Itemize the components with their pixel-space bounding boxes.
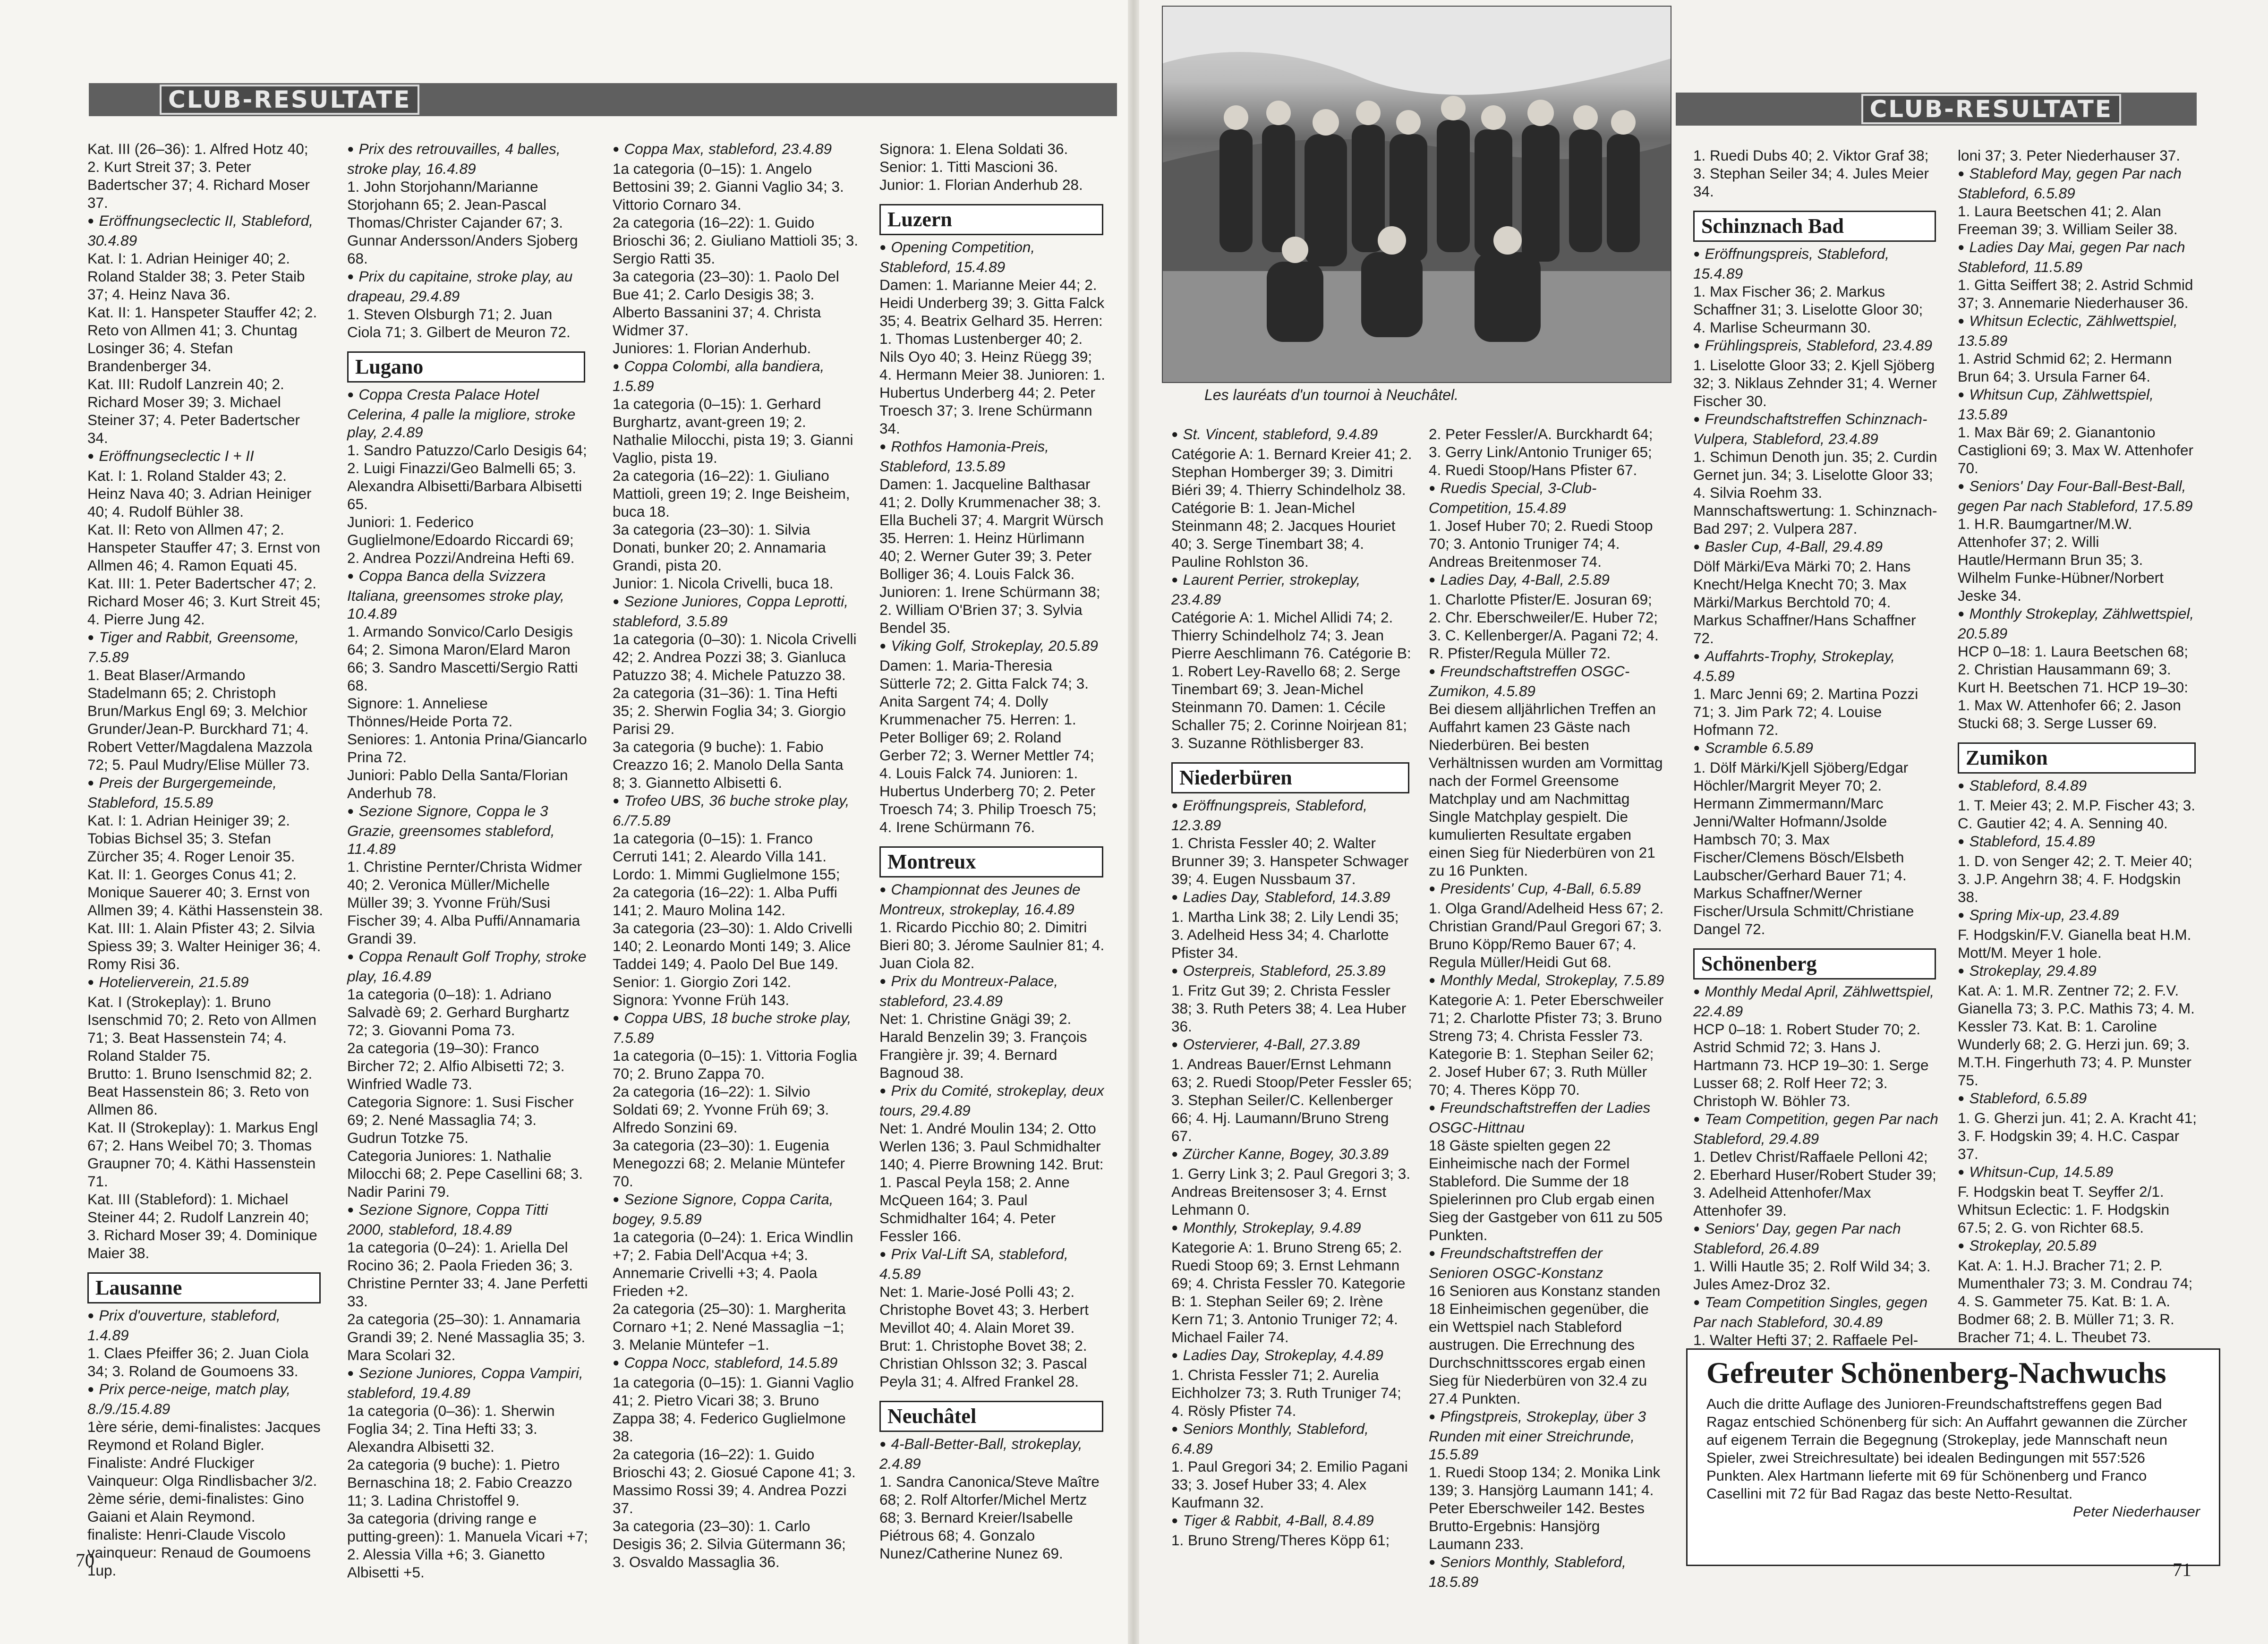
zumikon-entries [1958,776,2199,1346]
column-4-entries [879,140,1106,194]
result-entry: 1. Willi Hautle 35; 2. Rolf Wild 34; 3. Jules Amez-Droz 32. [1693,1258,1931,1293]
result-entry: 1. Sandro Patuzzo/Carlo Desigis 64; 2. Luigi Finazzi/Geo Balmelli 65; 3. Alexandra Albisetti/Barbara Albisetti 65. [347,442,587,512]
result-entry: Junior: 1. Florian Anderhub 28. [879,176,1083,193]
result-entry: ● Prix du capitaine, stroke play, au drapeau, 29.4.89 [347,268,573,305]
result-entry: ● Freundschaftstreffen der Senioren OSGC-Konstanz [1429,1244,1603,1281]
result-entry: ● Ruedis Special, 3-Club-Competition, 15.4.89 [1429,479,1597,516]
result-entry: 1. D. von Senger 42; 2. T. Meier 40; 3. J.P. Angehrn 38; 4. F. Hodgskin 38. [1958,852,2192,905]
result-entry: ● Prix d'ouverture, stableford, 1.4.89 [87,1307,281,1344]
left-column-4 [879,140,1106,1562]
result-entry: ● Team Competition, gegen Par nach Stableford, 29.4.89 [1693,1110,1938,1147]
result-entry: finaliste: Henri-Claude Viscolo [87,1526,286,1543]
right-column-3 [1693,146,1939,1349]
result-entry: 1. Olga Grand/Adelheid Hess 67; 2. Christian Grand/Paul Gregori 67; 3. Bruno Köpp/Remo Bauer 67; 4. Regula Müller/Heidi Gut 68. [1429,900,1664,971]
result-entry: ● Strokeplay, 20.5.89 [1958,1237,2097,1254]
left-column-2 [347,140,588,1581]
result-entry: 1. Fritz Gut 39; 2. Christa Fessler 38; 3. Ruth Peters 38; 4. Lea Huber 36. [1171,982,1407,1035]
result-entry: 1a categoria (0–36): 1. Sherwin Foglia 34; 2. Tina Hefti 33; 3. Alexandra Albisetti 32. [347,1402,555,1455]
result-entry: 1. Laura Beetschen 41; 2. Alan Freeman 39; 3. William Seiler 38. [1958,203,2178,238]
result-entry: ● Prix Val-Lift SA, stableford, 4.5.89 [879,1245,1068,1282]
club-header-zumikon: Zumikon [1958,742,2196,774]
right-column-4-entries [1958,146,2199,732]
schinznach-entries [1693,245,1939,938]
result-entry: Brutto: 1. Bruno Isenschmid 82; 2. Beat Hassenstein 86; 3. Reto von Allmen 86. [87,1065,313,1118]
result-entry: ● Whitsun Eclectic, Zählwettspiel, 13.5.89 [1958,312,2178,349]
left-column-1 [87,140,324,1579]
result-entry: 3a categoria (driving range e putting-green): 1. Manuela Vicari +7; 2. Alessia Villa +6; 3. Gianetto Albisetti +5. [347,1510,588,1581]
result-entry: 1a categoria (0–18): 1. Adriano Salvadè 69; 2. Gerhard Burghartz 72; 3. Giovanni Poma 73. [347,986,570,1039]
result-entry: 1. Martha Link 38; 2. Lily Lendi 35; 3. Adelheid Hess 34; 4. Charlotte Pfister 34. [1171,908,1399,961]
result-entry: 18 Gäste spielten gegen 22 Einheimische nach der Formel Stableford. Die Summe der 18 Spielerinnen pro Club ergab einen Sieg der Gastgeber von 611 zu 505 Punkten. [1429,1137,1663,1244]
result-entry: 1. T. Meier 43; 2. M.P. Fischer 43; 3. C. Gautier 42; 4. A. Senning 40. [1958,797,2196,832]
result-entry: 1a categoria (0–15): 1. Gerhard Burghartz, avant-green 19; 2. Nathalie Milocchi, pista 19; 3. Gianni Vaglio, pista 19. [613,395,853,466]
right-column-3-entries [1693,146,1939,200]
result-entry: 1. Gitta Seiffert 38; 2. Astrid Schmid 37; 3. Annemarie Niederhauser 36. [1958,276,2193,311]
result-entry: 1. Armando Sonvico/Carlo Desigis 64; 2. Simona Maron/Elard Maron 66; 3. Sandro Mascetti/Sergio Ratti 68. [347,623,578,694]
result-entry: Kat. III: 1. Peter Badertscher 47; 2. Richard Moser 46; 3. Kurt Streit 45; 4. Pierre Jung 42. [87,575,321,628]
book-gutter [1128,0,1139,1644]
result-entry: ● Frühlingspreis, Stableford, 23.4.89 [1693,337,1933,354]
result-entry: Catégorie B: 1. Jean-Michel Steinmann 48; 2. Jacques Houriet 40; 3. Serge Tinembart 38; 4. Pauline Rohlston 36. [1171,499,1396,570]
result-entry: Categoria Juniores: 1. Nathalie Milocchi 68; 2. Pepe Casellini 68; 3. Nadir Parini 79. [347,1147,583,1200]
result-entry: F. Hodgskin/F.V. Gianella beat H.M. Mott/M. Meyer 1 hole. [1958,926,2191,961]
result-entry: ● Trofeo UBS, 36 buche stroke play, 6./7.5.89 [613,792,850,829]
result-entry: ● Ostervierer, 4-Ball, 27.3.89 [1171,1036,1360,1053]
result-entry: ● Hotelierverein, 21.5.89 [87,973,249,990]
result-entry: ● Stableford, 8.4.89 [1958,777,2087,794]
club-header-lausanne: Lausanne [87,1272,321,1303]
result-entry: ● Scramble 6.5.89 [1693,739,1813,756]
result-entry: 2a categoria (16–22): 1. Guido Brioschi 43; 2. Giosué Capone 41; 3. Massimo Rossi 39; 4. Andrea Pozzi 37. [613,1446,856,1516]
result-entry: Juniori: 1. Federico Guglielmone/Edoardo Riccardi 69; 2. Andrea Pozzi/Andreina Hefti 69. [347,513,575,566]
result-entry: 1. Detlev Christ/Raffaele Pelloni 42; 2. Eberhard Huser/Robert Studer 39; 3. Adelheid Attenhofer/Max Attenhofer 39. [1693,1148,1936,1219]
result-entry: 2a categoria (16–22): 1. Alba Puffi 141; 2. Mauro Molina 142. [613,884,837,919]
result-entry: Catégorie A: 1. Michel Allidi 74; 2. Thierry Schindelholz 74; 3. Jean Pierre Aeschlimann 76. Catégorie B: 1. Robert Ley-Ravello 68; 2. Serge Tinembart 69; 3. Jean-Michel Steinmann 70. Damen: 1. Cécile Schaller 75; 2. Corinne Noirjean 81; 3. Suzanne Röthlisberger 83. [1171,609,1411,751]
result-entry: ● Sezione Signore, Coppa Carita, bogey, 9.5.89 [613,1191,834,1227]
result-entry: 3a categoria (23–30): 1. Silvia Donati, bunker 20; 2. Annamaria Grandi, pista 20. [613,521,826,574]
result-entry: Juniori: Pablo Della Santa/Florian Anderhub 78. [347,767,568,801]
result-entry: 1. Marc Jenni 69; 2. Martina Pozzi 71; 3. Jim Park 72; 4. Louise Hofmann 72. [1693,685,1918,738]
club-header-schonenberg: Schönenberg [1693,948,1936,980]
result-entry: ● Ladies Day, 4-Ball, 2.5.89 [1429,571,1610,588]
result-entry: ● Tiger & Rabbit, 4-Ball, 8.4.89 [1171,1512,1374,1529]
result-entry: F. Hodgskin beat T. Seyffer 2/1. Whitsun Eclectic: 1. F. Hodgskin 67.5; 2. G. von Richter 68.5. [1958,1183,2170,1236]
result-entry: Senior: 1. Titti Mascioni 36. [879,158,1058,175]
result-entry: ● Seniors' Day, gegen Par nach Stableford, 26.4.89 [1693,1220,1901,1257]
result-entry: 2a categoria (19–30): Franco Bircher 72; 2. Alfio Albisetti 72; 3. Winfried Wadle 73. [347,1039,565,1092]
result-entry: ● Whitsun-Cup, 14.5.89 [1958,1163,2114,1180]
result-entry: ● Viking Golf, Strokeplay, 20.5.89 [879,637,1098,654]
result-entry: ● 4-Ball-Better-Ball, strokeplay, 2.4.89 [879,1435,1083,1472]
result-entry: ● Coppa UBS, 18 buche stroke play, 7.5.89 [613,1009,852,1046]
result-entry: Kat. I: 1. Adrian Heiniger 40; 2. Roland Stalder 38; 3. Peter Staib 37; 4. Heinz Nava 36. [87,250,305,303]
result-entry: 3a categoria (23–30): 1. Carlo Desigis 36; 2. Silvia Gütermann 36; 3. Osvaldo Massaglia 36. [613,1517,846,1570]
result-entry: Kategorie A: 1. Peter Eberschweiler 71; 2. Charlotte Pfister 73; 3. Bruno Streng 73; 4. Christa Fessler 73. Kategorie B: 1. Stephan Seiler 62; 2. Josef Huber 67; 3. Ruth Müller 70; 4. Theres Köpp 70. [1429,991,1664,1098]
feature-box [1686,1348,2220,1566]
right-banner [1676,93,2197,126]
result-entry: ● Freundschaftstreffen OSGC-Zumikon, 4.5.89 [1429,663,1630,699]
result-entry: ● Coppa Banca della Svizzera Italiana, greensomes stroke play, 10.4.89 [347,567,564,622]
result-entry: ● Prix perce-neige, match play, 8./9./15.4.89 [87,1380,291,1417]
result-entry: ● Coppa Nocc, stableford, 14.5.89 [613,1354,838,1371]
result-entry: Bei diesem alljährlichen Treffen an Auffahrt kamen 23 Gäste nach Niederbüren. Bei besten Verhältnissen wurden am Vormittag nach der Formel Greensome Matchplay und am Nachmittag Single Matchplay gespielt. Die kumulierten Resultate ergaben einen Sieg für Niederbüren von 21 zu 16 Punkten. [1429,700,1663,879]
result-entry: Finaliste: André Fluckiger [87,1454,255,1471]
result-entry: 1. Andreas Bauer/Ernst Lehmann 63; 2. Ruedi Stoop/Peter Fessler 65; 3. Stephan Seiler/C. Kellenberger 66; 4. Hj. Laumann/Bruno Streng 67. [1171,1056,1412,1144]
result-entry: ● Stableford, 15.4.89 [1958,833,2095,850]
left-banner [89,83,1117,116]
result-entry: Kat. II: 1. Georges Conus 41; 2. Monique Sauerer 40; 3. Ernst von Allmen 39; 4. Käthi Hassenstein 38. [87,866,324,919]
result-entry: Net: 1. Christine Gnägi 39; 2. Harald Benzelin 39; 3. François Frangière jr. 39; 4. Bernard Bagnoud 38. [879,1010,1087,1081]
result-entry: Kat. A: 1. H.J. Bracher 71; 2. P. Mumenthaler 73; 3. M. Condrau 74; 4. S. Gammeter 75. Kat. B: 1. A. Bodmer 68; 2. B. Müller 71; 3. R. Bracher 71; 4. L. Theubet 73. [1958,1257,2193,1346]
result-entry: ● Pfingstpreis, Strokeplay, über 3 Runden mit einer Streichrunde, 15.5.89 [1429,1408,1646,1463]
result-entry: Kat. I: 1. Roland Stalder 43; 2. Heinz Nava 40; 3. Adrian Heiniger 40; 4. Rudolf Bühler 38. [87,467,312,520]
result-entry: 3a categoria (23–30): 1. Eugenia Menegozzi 68; 2. Melanie Müntefer 70. [613,1137,845,1190]
result-entry: ● Coppa Max, stableford, 23.4.89 [613,140,832,157]
result-entry: ● Eröffnungseclectic I + II [87,447,254,464]
result-entry: Senior: 1. Giorgio Zori 142. [613,973,792,990]
result-entry: ● St. Vincent, stableford, 9.4.89 [1171,426,1378,443]
result-entry: 1. Christa Fessler 40; 2. Walter Brunner 39; 3. Hanspeter Schwager 39; 4. Eugen Nussbaum 37. [1171,835,1409,887]
result-entry: Categoria Signore: 1. Susi Fischer 69; 2. Nené Massaglia 74; 3. Gudrun Totzke 75. [347,1093,574,1146]
result-entry: 1. Claes Pfeiffer 36; 2. Juan Ciola 34; 3. Roland de Goumoens 33. [87,1345,309,1380]
result-entry: Damen: 1. Maria-Theresia Sütterle 72; 2. Gitta Falck 74; 3. Anita Sargent 74; 4. Dolly Krummenacher 75. Herren: 1. Peter Bolliger 69; 2. Roland Gerber 72; 3. Werner Mettler 74; 4. Louis Falck 74. Junioren: 1. Hubertus Underberg 70; 2. Peter Troesch 74; 3. Philip Troesch 75; 4. Irene Schürmann 76. [879,657,1097,835]
result-entry: 1. Ruedi Stoop 134; 2. Monika Link 139; 3. Hansjörg Laumann 141; 4. Peter Eberschweiler 142. Bestes Brutto-Ergebnis: Hansjörg Laumann 233. [1429,1464,1661,1552]
right-column-1 [1171,425,1412,1549]
result-entry: ● Coppa Renault Golf Trophy, stroke play, 16.4.89 [347,948,587,985]
club-header-lugano: Lugano [347,351,585,383]
result-entry: Signore: 1. Anneliese Thönnes/Heide Porta 72. [347,695,513,730]
photo-illustration [1163,7,1671,382]
lausanne-entries [87,1306,324,1579]
column-3-entries [613,140,858,1571]
column-1-entries [87,140,324,1262]
result-entry: 1. Dölf Märki/Kjell Sjöberg/Edgar Höchler/Margrit Meyer 70; 2. Hermann Zimmermann/Marc Jenni/Walter Hofmann/Jsolde Hambsch 70; 3. Max Fischer/Clemens Bösch/Elsbeth Laubscher/Gerhard Bauer 71; 4. Markus Schaffner/Werner Fischer/Ursula Schmitt/Christiane Dangel 72. [1693,759,1914,937]
left-banner-title: CLUB-RESULTATE [160,85,419,115]
montreux-entries [879,880,1106,1390]
result-entry: Vainqueur: Olga Rindlisbacher 3/2. [87,1472,317,1489]
club-header-schinznach: Schinznach Bad [1693,211,1936,242]
result-entry: ● Monthly Medal April, Zählwettspiel, 22.4.89 [1693,983,1935,1020]
right-column-4 [1958,146,2199,1346]
neuchatel-entries [879,1435,1106,1562]
result-entry: Damen: 1. Jacqueline Balthasar 41; 2. Dolly Krummenacher 38; 3. Ella Bucheli 37; 4. Margrit Würsch 35. Herren: 1. Heinz Hürlimann 40; 2. Werner Guter 39; 3. Peter Bolliger 36; 4. Louis Falck 36. Junioren: 1. Irene Schürmann 38; 2. William O'Brien 37; 3. Sylvia Bendel 35. [879,476,1104,636]
result-entry: ● Presidents' Cup, 4-Ball, 6.5.89 [1429,880,1641,897]
result-entry: Junior: 1. Nicola Crivelli, buca 18. [613,575,834,592]
result-entry: Net: 1. André Moulin 134; 2. Otto Werlen 136; 3. Paul Schmidhalter 140; 4. Pierre Browning 142. Brut: 1. Pascal Peyla 158; 2. Anne McQueen 164; 3. Paul Schmidhalter 164; 4. Peter Fessler 166. [879,1120,1104,1244]
result-entry: ● Eröffnungspreis, Stableford, 15.4.89 [1693,245,1889,282]
result-entry: Kat. II: Reto von Allmen 47; 2. Hanspeter Stauffer 47; 3. Ernst von Allmen 46; 4. Ramon Equati 45. [87,521,321,574]
right-column-1-entries [1171,425,1412,752]
result-entry: 2a categoria (16–22): 1. Silvio Soldati 69; 2. Yvonne Früh 69; 3. Alfredo Sonzini 69. [613,1083,829,1136]
result-entry: Kat. III (Stableford): 1. Michael Steiner 44; 2. Rudolf Lanzrein 40; 3. Richard Moser 39; 4. Dominique Maier 38. [87,1191,317,1261]
column-2-entries [347,140,588,341]
result-entry: Kategorie A: 1. Bruno Streng 65; 2. Ruedi Stoop 69; 3. Ernst Lehmann 69; 4. Christa Fessler 70. Kategorie B: 1. Stephan Seiler 69; 2. Irène Kern 71; 3. Antonio Truniger 72; 4. Michael Failer 74. [1171,1239,1406,1346]
result-entry: 2a categoria (25–30): 1. Margherita Cornaro +1; 2. Nené Massaglia −1; 3. Melanie Müntefer −1. [613,1300,846,1353]
result-entry: 1a categoria (0–15): 1. Gianni Vaglio 41; 2. Pietro Vicari 38; 3. Bruno Zappa 38; 4. Federico Guglielmone 38. [613,1374,854,1445]
page-number-right: 71 [2173,1559,2191,1580]
result-entry: 3a categoria (23–30): 1. Aldo Crivelli 140; 2. Leonardo Monti 149; 3. Alice Taddei 149; 4. Paolo Del Bue 149. [613,920,853,972]
result-entry: 1. Paul Gregori 34; 2. Emilio Pagani 33; 3. Josef Huber 33; 4. Alex Kaufmann 32. [1171,1458,1408,1511]
result-entry: ● Prix du Comité, strokeplay, deux tours, 29.4.89 [879,1082,1104,1119]
result-entry: ● Eröffnungseclectic II, Stableford, 30.4.89 [87,212,313,249]
result-entry: 2a categoria (9 buche): 1. Pietro Bernaschina 18; 2. Fabio Creazzo 11; 3. Ladina Christoffel 9. [347,1456,572,1509]
result-entry: 1a categoria (0–15): 1. Angelo Bettosini 39; 2. Gianni Vaglio 34; 3. Vittorio Cornaro 34. [613,160,844,213]
result-entry: 1. Walter Hefti 37; 2. Raffaele Pel- [1693,1331,1918,1348]
result-entry: ● Stableford, 6.5.89 [1958,1090,2087,1107]
result-entry: ● Monthly, Strokeplay, 9.4.89 [1171,1219,1361,1236]
result-entry: 2a categoria (16–22): 1. Giuliano Mattioli, green 19; 2. Inge Beisheim, buca 18. [613,467,850,520]
right-column-2-entries [1429,425,1665,1591]
result-entry: Damen: 1. Marianne Meier 44; 2. Heidi Underberg 39; 3. Gitta Falck 35; 4. Beatrix Gelhard 35. Herren: 1. Thomas Lustenberger 40; 2. Nils Oyo 40; 3. Heinz Rüegg 39; 4. Hermann Meier 38. Junioren: 1. Hubertus Underberg 44; 2. Peter Troesch 37; 3. Irene Schürmann 34. [879,276,1105,437]
result-entry: 2a categoria (25–30): 1. Annamaria Grandi 39; 2. Nené Massaglia 35; 3. Mara Scolari 32. [347,1311,586,1363]
result-entry: ● Monthly Strokeplay, Zählwettspiel, 20.5.89 [1958,605,2194,642]
result-entry: ● Coppa Cresta Palace Hotel Celerina, 4 palle la migliore, stroke play, 2.4.89 [347,386,576,441]
result-entry: ● Sezione Signore, Coppa Titti 2000, stableford, 18.4.89 [347,1201,548,1238]
result-entry: 16 Senioren aus Konstanz standen 18 Einheimischen gegenüber, die ein Wettspiel nach Stableford austrugen. Die Errechnung des Durchschnittsscores ergab einen Sieg für Niederbüren von 32.4 zu 27.4 Punkten. [1429,1282,1661,1407]
result-entry: 1. Max Bär 69; 2. Gianantonio Castiglioni 69; 3. Max W. Attenhofer 70. [1958,424,2194,477]
result-entry: 1ère série, demi-finalistes: Jacques Reymond et Roland Bigler. [87,1418,321,1453]
result-entry: ● Seniors' Day Four-Ball-Best-Ball, gegen Par nach Stableford, 17.5.89 [1958,477,2193,514]
result-entry: 1. Bruno Streng/Theres Köpp 61; [1171,1532,1390,1549]
result-entry: 1. Gerry Link 3; 2. Paul Gregori 3; 3. Andreas Breitensoser 3; 4. Ernst Lehmann 0. [1171,1165,1410,1218]
result-entry: ● Opening Competition, Stableford, 15.4.89 [879,239,1035,275]
result-entry: ● Freundschaftstreffen der Ladies OSGC-Hittnau [1429,1099,1651,1136]
result-entry: Kat. I (Strokeplay): 1. Bruno Isenschmid 70; 2. Reto von Allmen 71; 3. Beat Hassenstein 74; 4. Roland Stalder 75. [87,993,317,1064]
result-entry: 1. Christa Fessler 71; 2. Aurelia Eichholzer 73; 3. Ruth Truniger 74; 4. Rösly Pfister 74. [1171,1366,1401,1419]
result-entry: Kat. A: 1. M.R. Zentner 72; 2. F.V. Gianella 73; 3. P.C. Mathis 73; 4. M. Kessler 73. Kat. B: 1. Caroline Wunderly 68; 2. G. Herzi jun. 69; 3. M.T.H. Fingerhuth 73; 4. P. Munster 75. [1958,982,2195,1089]
right-banner-title: CLUB-RESULTATE [1861,94,2121,124]
result-entry: HCP 0–18: 1. Laura Beetschen 68; 2. Christian Hausammann 69; 3. Kurt H. Beetschen 71. HCP 19–30: 1. Max W. Attenhofer 66; 2. Jason Stucki 68; 3. Serge Lusser 69. [1958,643,2189,732]
result-entry: ● Ladies Day, Stableford, 14.3.89 [1171,888,1390,905]
result-entry: Signora: 1. Elena Soldati 36. [879,140,1068,157]
result-entry: 1. Christine Pernter/Christa Widmer 40; 2. Veronica Müller/Michelle Müller 39; 3. Yvonne Früh/Susi Fischer 39; 4. Alba Puffi/Annamaria Grandi 39. [347,858,582,947]
lugano-entries [347,385,588,1581]
niederburen-entries [1171,796,1412,1549]
result-entry: 3a categoria (9 buche): 1. Fabio Creazzo 16; 2. Manolo Della Santa 8; 3. Giannetto Albisetti 6. [613,738,844,791]
result-entry: Kat. I: 1. Adrian Heiniger 39; 2. Tobias Bichsel 35; 3. Stefan Zürcher 35; 4. Roger Lenoir 35. [87,812,295,865]
result-entry: Catégorie A: 1. Bernard Kreier 41; 2. Stephan Homberger 39; 3. Dimitri Biéri 39; 4. Thierry Schindelholz 38. [1171,445,1412,498]
club-header-niederburen: Niederbüren [1171,762,1409,793]
result-entry: ● Whitsun Cup, Zählwettspiel, 13.5.89 [1958,386,2154,423]
photo-caption: Les lauréats d'un tournoi à Neuchâtel. [1204,386,1459,403]
right-column-2 [1429,425,1665,1591]
result-entry: Juniores: 1. Florian Anderhub. [613,340,811,357]
result-entry: ● Eröffnungspreis, Stableford, 12.3.89 [1171,797,1367,834]
result-entry: ● Prix du Montreux-Palace, stableford, 23.4.89 [879,972,1058,1009]
result-entry: Kat. III: Rudolf Lanzrein 40; 2. Richard Moser 39; 3. Michael Steiner 37; 4. Peter Badertscher 34. [87,375,300,446]
result-entry: 1a categoria (0–30): 1. Nicola Crivelli 42; 2. Andrea Pozzi 38; 3. Gianluca Patuzzo 38; 4. Michele Patuzzo 38. [613,630,857,683]
result-entry: Seniores: 1. Antonia Prina/Giancarlo Prina 72. [347,731,587,766]
result-entry: 1a categoria (0–15): 1. Franco Cerruti 141; 2. Aleardo Villa 141. [613,830,827,865]
result-entry: 1a categoria (0–24): 1. Ariella Del Rocino 36; 2. Paola Frieden 36; 3. Christine Pernter 33; 4. Jane Perfetti 33. [347,1239,588,1310]
result-entry: ● Prix des retrouvailles, 4 balles, stroke play, 16.4.89 [347,140,561,177]
feature-box-title: Gefreuter Schönenberg-Nachwuchs [1706,1356,2166,1389]
result-entry: HCP 0–18: 1. Robert Studer 70; 2. Astrid Schmid 72; 3. Hans J. Hartmann 73. HCP 19–30: 1. Serge Lusser 68; 2. Rolf Heer 72; 3. Christoph W. Böhler 73. [1693,1021,1929,1109]
result-entry: ● Laurent Perrier, strokeplay, 23.4.89 [1171,571,1361,608]
feature-box-author: Peter Niederhauser [2073,1503,2200,1520]
result-entry: ● Basler Cup, 4-Ball, 29.4.89 [1693,538,1883,555]
result-entry: 1. Ricardo Picchio 80; 2. Dimitri Bieri 80; 3. Jérome Saulnier 81; 4. Juan Ciola 82. [879,919,1105,971]
result-entry: Kat. III: 1. Alain Pfister 43; 2. Silvia Spiess 39; 3. Walter Heiniger 36; 4. Romy Risi 36. [87,920,321,972]
result-entry: ● Coppa Colombi, alla bandiera, 1.5.89 [613,358,825,394]
result-entry: ● Seniors Monthly, Stableford, 18.5.89 [1429,1553,1626,1590]
result-entry: 1. Liselotte Gloor 33; 2. Kjell Sjöberg 32; 3. Niklaus Zehnder 31; 4. Werner Fischer 30. [1693,357,1937,409]
result-entry: 1. Max Fischer 36; 2. Markus Schaffner 31; 3. Liselotte Gloor 30; 4. Marlise Scheurmann 30. [1693,283,1923,336]
result-entry: Dölf Märki/Eva Märki 70; 2. Hans Knecht/Helga Knecht 70; 3. Max Märki/Markus Berchtold 70; 4. Markus Schaffner/Hans Schaffner 72. [1693,558,1916,647]
result-entry: ● Sezione Signore, Coppa le 3 Grazie, greensomes stableford, 11.4.89 [347,802,555,857]
result-entry: 1a categoria (0–15): 1. Vittoria Foglia 70; 2. Bruno Zappa 70. [613,1047,857,1082]
result-entry: ● Team Competition Singles, gegen Par nach Stableford, 30.4.89 [1693,1294,1928,1330]
result-entry: ● Auffahrts-Trophy, Strokeplay, 4.5.89 [1693,647,1895,684]
result-entry: 3a categoria (23–30): 1. Paolo Del Bue 41; 2. Carlo Desigis 38; 3. Alberto Bassanini 37; 4. Christa Widmer 37. [613,268,839,339]
result-entry: ● Preis der Burgergemeinde, Stableford, 15.5.89 [87,774,277,811]
result-entry: ● Zürcher Kanne, Bogey, 30.3.89 [1171,1145,1389,1162]
schonenberg-entries [1693,982,1939,1349]
club-header-neuchatel: Neuchâtel [879,1401,1103,1432]
result-entry: Signora: Yvonne Früh 143. [613,991,790,1008]
result-entry: 2. Peter Fessler/A. Burckhardt 64; 3. Gerry Link/Antonio Truniger 65; 4. Ruedi Stoop/Hans Pfister 67. [1429,426,1653,478]
result-entry: 1. Josef Huber 70; 2. Ruedi Stoop 70; 3. Antonio Truniger 74; 4. Andreas Breitenmoser 74. [1429,517,1653,570]
group-photo [1162,6,1671,383]
club-header-montreux: Montreux [879,846,1103,877]
result-entry: Kat. II: 1. Hanspeter Stauffer 42; 2. Reto von Allmen 41; 3. Chuntag Losinger 36; 4. Stefan Brandenberger 34. [87,304,317,375]
result-entry: 1. Ruedi Dubs 40; 2. Viktor Graf 38; 3. Stephan Seiler 34; 4. Jules Meier 34. [1693,147,1929,200]
feature-box-body: Auch die dritte Auflage des Junioren-Freundschaftstreffens gegen Bad Ragaz entschied Schönenberg für sich: An Auffahrt gewannen die Zürcher auf eigenem Terrain die Begegnung (Strokeplay, jede Mannschaft neun Spieler, zwei Streichresultate) bei idealen Bedingungen mit 557:526 Punkten. Alex Hartmann lieferte mit 69 für Schönenberg und Franco Casellini mit 72 für Bad Ragaz das beste Netto-Resultat. [1706,1396,2187,1502]
result-entry: 2a categoria (31–36): 1. Tina Hefti 35; 2. Sherwin Foglia 34; 3. Giorgio Parisi 29. [613,684,846,737]
result-entry: 1a categoria (0–24): 1. Erica Windlin +7; 2. Fabia Dell'Acqua +4; 3. Annemarie Crivelli +3; 4. Paola Frieden +2. [613,1228,853,1299]
result-entry: ● Sezione Juniores, Coppa Vampiri, stableford, 19.4.89 [347,1364,583,1401]
luzern-entries [879,238,1106,836]
result-entry: ● Monthly Medal, Strokeplay, 7.5.89 [1429,971,1664,988]
left-column-3 [613,140,858,1571]
result-entry: vainqueur: Renaud de Goumoens 1up. [87,1544,311,1579]
result-entry: loni 37; 3. Peter Niederhauser 37. [1958,147,2181,164]
result-entry: 1. G. Gherzi jun. 41; 2. A. Kracht 41; 3. F. Hodgskin 39; 4. H.C. Caspar 37. [1958,1109,2197,1162]
result-entry: 1. Beat Blaser/Armando Stadelmann 65; 2. Christoph Brun/Markus Engl 69; 3. Melchior Grunder/Jean-P. Burckhard 71; 4. Robert Vetter/Magdalena Mazzola 72; 5. Paul Mudry/Elise Müller 73. [87,666,313,773]
result-entry: Kat. III (26–36): 1. Alfred Hotz 40; 2. Kurt Streit 37; 3. Peter Badertscher 37; 4. Richard Moser 37. [87,140,310,211]
result-entry: 1. Charlotte Pfister/E. Josuran 69; 2. Chr. Eberschweiler/E. Huber 72; 3. C. Kellenberger/A. Pagani 72; 4. R. Pfister/Regula Müller 72. [1429,591,1659,662]
result-entry: ● Ladies Day, Strokeplay, 4.4.89 [1171,1346,1383,1363]
result-entry: 1. H.R. Baumgartner/M.W. Attenhofer 37; 2. Willi Hautle/Hermann Brun 35; 3. Wilhelm Funke-Hübner/Norbert Jeske 34. [1958,515,2164,604]
result-entry: 1. Steven Olsburgh 71; 2. Juan Ciola 71; 3. Gilbert de Meuron 72. [347,306,571,341]
result-entry: ● Championnat des Jeunes de Montreux, strokeplay, 16.4.89 [879,881,1081,918]
result-entry: ● Ladies Day Mai, gegen Par nach Stableford, 11.5.89 [1958,239,2185,275]
result-entry: 2a categoria (16–22): 1. Guido Brioschi 36; 2. Giuliano Mattioli 35; 3. Sergio Ratti 35. [613,214,859,267]
result-entry: ● Osterpreis, Stableford, 25.3.89 [1171,962,1386,979]
result-entry: Net: 1. Marie-José Polli 43; 2. Christophe Bovet 43; 3. Herbert Mevillot 40; 4. Alain Moret 39. Brut: 1. Christophe Bovet 38; 2. Christian Ohlsson 32; 3. Pascal Peyla 31; 4. Alfred Frankel 28. [879,1283,1089,1390]
result-entry: ● Stableford May, gegen Par nach Stableford, 6.5.89 [1958,165,2182,202]
result-entry: ● Spring Mix-up, 23.4.89 [1958,906,2119,923]
result-entry: 1. Schimun Denoth jun. 35; 2. Curdin Gernet jun. 34; 3. Liselotte Gloor 33; 4. Silvia Roehm 33. Mannschaftswertung: 1. Schinznach-Bad 297; 2. Vulpera 287. [1693,448,1937,537]
result-entry: 1. Astrid Schmid 62; 2. Hermann Brun 64; 3. Ursula Farner 64. [1958,350,2172,385]
result-entry: Kat. II (Strokeplay): 1. Markus Engl 67; 2. Hans Weibel 70; 3. Thomas Graupner 70; 4. Käthi Hassenstein 71. [87,1119,318,1190]
club-header-luzern: Luzern [879,204,1103,235]
result-entry: ● Seniors Monthly, Stableford, 6.4.89 [1171,1420,1369,1457]
result-entry: 1. Sandra Canonica/Steve Maître 68; 2. Rolf Altorfer/Michel Mertz 68; 3. Bernard Kreier/Isabelle Piétrous 68; 4. Gonzalo Nunez/Catherine Nunez 69. [879,1473,1100,1562]
result-entry: ● Rothfos Hamonia-Preis, Stableford, 13.5.89 [879,438,1049,475]
result-entry: ● Strokeplay, 29.4.89 [1958,962,2097,979]
result-entry: 2ème série, demi-finalistes: Gino Gaiani et Alain Reymond. [87,1490,304,1525]
result-entry: ● Tiger and Rabbit, Greensome, 7.5.89 [87,629,299,665]
result-entry: Lordo: 1. Mimmi Guglielmone 155; [613,866,840,883]
result-entry: ● Freundschaftstreffen Schinznach-Vulpera, Stableford, 23.4.89 [1693,410,1927,447]
result-entry: 1. John Storjohann/Marianne Storjohann 65; 2. Jean-Pascal Thomas/Christer Cajander 67; 3. Gunnar Andersson/Anders Sjoberg 68. [347,178,578,267]
page-number-left: 70 [76,1550,94,1571]
result-entry: ● Sezione Juniores, Coppa Leprotti, stableford, 3.5.89 [613,593,849,630]
